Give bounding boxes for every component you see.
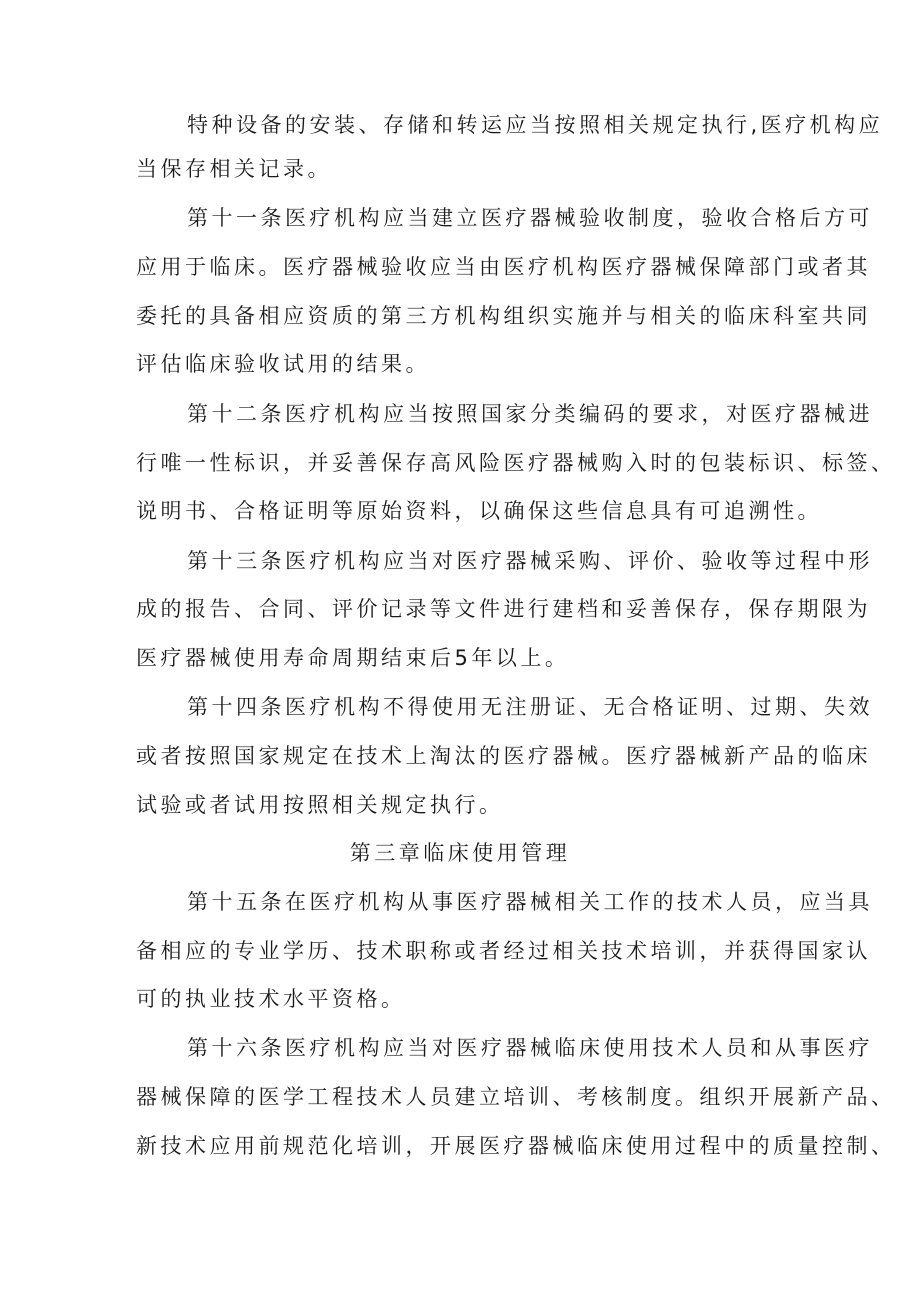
paragraph-line — [0, 783, 920, 827]
text-line: 第十五条在医疗机构从事医疗器械相关工作的技术人员，应当具 — [187, 890, 873, 914]
paragraph-line — [0, 196, 920, 240]
text-line: 试验或者试用按照相关规定执行。 — [136, 793, 504, 817]
paragraph-line — [0, 489, 920, 533]
text-line: 评估临床验收试用的结果。 — [136, 352, 430, 376]
paragraph-line — [0, 1075, 920, 1119]
text-line: 第十四条医疗机构不得使用无注册证、无合格证明、过期、失效 — [187, 695, 873, 719]
paragraph-line — [0, 1124, 920, 1168]
text-line: 医疗器械使用寿命周期结束后5年以上。 — [136, 646, 570, 670]
paragraph-line — [0, 245, 920, 289]
text-line: 第十一条医疗机构应当建立医疗器械验收制度，验收合格后方可 — [187, 206, 873, 230]
paragraph-line — [0, 977, 920, 1021]
paragraph-line — [0, 441, 920, 485]
paragraph-line — [0, 294, 920, 338]
text-line: 成的报告、合同、评价记录等文件进行建档和妥善保存，保存期限为 — [136, 597, 871, 621]
chapter-heading-line — [0, 831, 920, 875]
text-line: 新技术应用前规范化培训，开展医疗器械临床使用过程中的质量控制、 — [136, 1134, 896, 1158]
paragraph-line — [0, 103, 920, 147]
paragraph-line — [0, 539, 920, 583]
text-line: 应用于临床。医疗器械验收应当由医疗机构医疗器械保障部门或者其 — [136, 255, 871, 279]
text-line: 或者按照国家规定在技术上淘汰的医疗器械。医疗器械新产品的临床 — [136, 744, 871, 768]
paragraph-line — [0, 342, 920, 386]
text-line: 第十六条医疗机构应当对医疗器械临床使用技术人员和从事医疗 — [187, 1036, 873, 1060]
chapter-heading: 第三章临床使用管理 — [349, 841, 571, 865]
paragraph-line — [0, 636, 920, 680]
text-line: 器械保障的医学工程技术人员建立培训、考核制度。组织开展新产品、 — [136, 1085, 896, 1109]
text-line: 可的执业技术水平资格。 — [136, 987, 406, 1011]
paragraph-line — [0, 1026, 920, 1070]
text-line: 说明书、合格证明等原始资料，以确保这些信息具有可追溯性。 — [136, 499, 822, 523]
text-line: 特种设备的安装、存储和转运应当按照相关规定执行,医疗机构应 — [187, 113, 884, 137]
paragraph-line — [0, 147, 920, 191]
paragraph-line — [0, 929, 920, 973]
text-line: 备相应的专业学历、技术职称或者经过相关技术培训，并获得国家认 — [136, 939, 871, 963]
paragraph-line — [0, 392, 920, 436]
paragraph-line — [0, 685, 920, 729]
text-line: 第十三条医疗机构应当对医疗器械采购、评价、验收等过程中形 — [187, 549, 873, 573]
text-line: 行唯一性标识，并妥善保存高风险医疗器械购入时的包装标识、标签、 — [136, 451, 896, 475]
text-line: 当保存相关记录。 — [136, 157, 332, 181]
paragraph-line — [0, 734, 920, 778]
paragraph-line — [0, 587, 920, 631]
text-line: 委托的具备相应资质的第三方机构组织实施并与相关的临床科室共同 — [136, 304, 871, 328]
text-line: 第十二条医疗机构应当按照国家分类编码的要求，对医疗器械进 — [187, 402, 873, 426]
paragraph-line — [0, 880, 920, 924]
